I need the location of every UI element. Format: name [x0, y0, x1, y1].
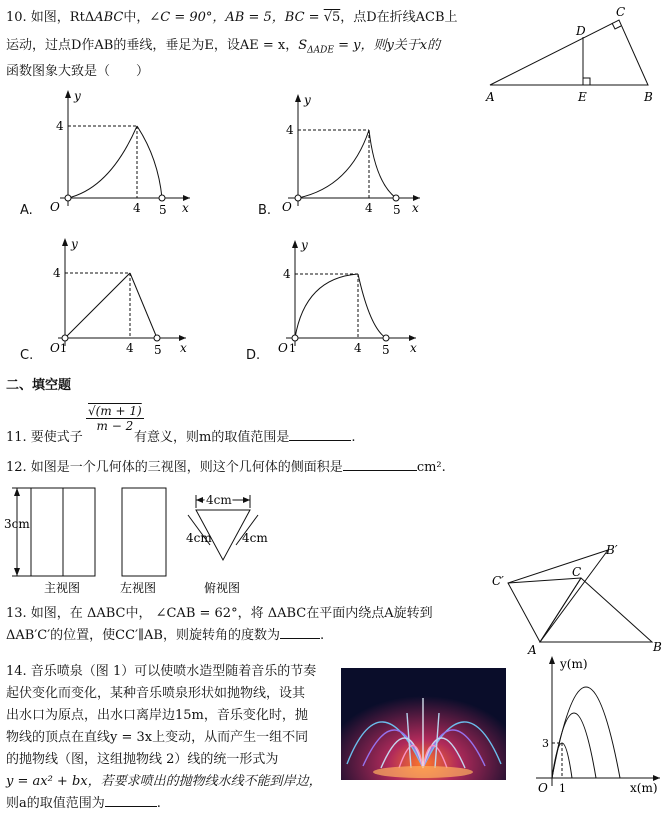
graph-c-origin: O	[50, 341, 60, 355]
q13-line2	[6, 628, 324, 644]
dim-right: 4cm	[242, 531, 268, 545]
q11-denominator: m − 2	[96, 419, 134, 433]
q14-line7-text: 则a的取值范围为	[6, 796, 105, 811]
q14-answer-blank[interactable]	[105, 806, 157, 807]
q11-answer-blank[interactable]	[289, 440, 351, 441]
graph-a-xtick-5: 5	[159, 203, 167, 217]
fig13-label-C: C	[572, 565, 582, 579]
dim-height: 3cm	[4, 517, 30, 531]
q12-text	[6, 460, 446, 476]
graph-b-y-label: y	[304, 93, 311, 107]
q12-three-views	[0, 480, 290, 600]
q11-suffix: 有意义，则m的取值范围是	[134, 430, 290, 445]
q13-period: .	[319, 628, 325, 643]
graph-c-x-label: x	[180, 341, 187, 355]
q13-rotation-figure	[490, 538, 668, 658]
graph-d-xtick-4: 4	[354, 341, 362, 355]
graph-b-xtick-5: 5	[393, 203, 401, 217]
option-d-label: D.	[246, 348, 261, 363]
graph-option-b	[260, 92, 430, 222]
q12-unit: cm².	[416, 460, 446, 475]
graph14-three: 3	[542, 737, 549, 750]
fig-label-D: D	[576, 24, 586, 38]
q14-line2: 起伏变化而变化，某种音乐喷泉形状如抛物线，设其	[6, 686, 306, 701]
option-a-label: A.	[20, 203, 33, 218]
fig13-label-C1: C′	[492, 574, 504, 588]
q10-prefix: 10. 如图，Rt	[6, 10, 85, 25]
graph-b-x-label: x	[412, 201, 419, 215]
q10-line2-tail: = y，则y关于x的	[333, 38, 441, 53]
graph-d-one: 1	[289, 342, 296, 355]
q10-line2-text: 运动，过点D作AB的垂线，垂足为E，设AE = x，	[6, 38, 299, 53]
dim-top: 4cm	[206, 493, 232, 507]
front-view-label: 主视图	[44, 581, 81, 595]
graph-d-origin: O	[278, 341, 288, 355]
top-view-label: 俯视图	[204, 581, 241, 595]
graph14-one: 1	[559, 782, 566, 795]
q10-line1	[6, 10, 458, 26]
graph-c-xtick-4: 4	[126, 341, 134, 355]
fountain-photo	[341, 668, 506, 780]
q14-line7	[6, 796, 161, 812]
side-view-label: 左视图	[120, 581, 157, 595]
graph-option-c	[40, 236, 200, 361]
area-sub: ΔADE	[307, 45, 334, 56]
q10-sqrt: √5	[323, 10, 341, 25]
q14-line1: 14. 音乐喷泉（图 1）可以使喷水造型随着音乐的节奏	[6, 664, 317, 679]
graph-c-ytick: 4	[53, 266, 61, 280]
graph-d-ytick: 4	[283, 267, 291, 281]
graph-option-a	[10, 88, 200, 223]
graph14-x-label: x(m)	[630, 781, 658, 795]
q10-line2	[6, 38, 440, 59]
graph14-origin: O	[538, 781, 548, 795]
graph-c-one: 1	[60, 342, 67, 355]
q11-text	[134, 430, 355, 446]
graph-a-ytick: 4	[56, 119, 64, 133]
fig13-label-A: A	[528, 643, 537, 657]
graph-a-y-label: y	[74, 89, 81, 103]
option-c-label: C.	[20, 348, 34, 363]
graph-a-origin: O	[50, 200, 60, 214]
q11-prefix: 11. 要使式子	[6, 430, 83, 445]
fig-label-C: C	[616, 5, 626, 19]
q12-answer-blank[interactable]	[343, 470, 417, 471]
fig-label-A: A	[486, 90, 495, 104]
q14-line6: y = ax² + bx，若要求喷出的抛物线水线不能到岸边，	[6, 774, 322, 789]
q12-prefix: 12. 如图是一个几何体的三视图，则这个几何体的侧面积是	[6, 460, 343, 475]
graph14-y-label: y(m)	[560, 657, 588, 671]
q13-answer-blank[interactable]	[280, 638, 320, 639]
q14-parabola-graph	[522, 656, 666, 796]
q10-zhong: 中，	[123, 10, 150, 25]
q10-condition: ∠C = 90°，AB = 5，BC =	[149, 10, 324, 25]
q13-line2-text: ΔAB′C′的位置，使CC′∥AB，则旋转角的度数为	[6, 628, 280, 643]
triangle-name: ABC	[94, 10, 124, 25]
q10-line3: 函数图象大致是（ ）	[6, 64, 150, 79]
q14-period: .	[156, 796, 161, 811]
graph-b-origin: O	[282, 200, 292, 214]
q14-line5: 的抛物线（图，这组抛物线 2）线的统一形式为	[6, 752, 279, 767]
graph-c-xtick-5: 5	[154, 343, 162, 357]
q10-triangle-figure	[480, 4, 660, 104]
fig-label-E: E	[578, 90, 587, 104]
fig13-label-B1: B′	[606, 543, 618, 557]
graph-d-xtick-5: 5	[382, 343, 390, 357]
q14-line3: 出水口为原点，出水口离岸边15m，音乐变化时，抛	[6, 708, 308, 723]
q13-line1: 13. 如图，在 ΔABC中， ∠CAB = 62°，将 ΔABC在平面内绕点A旋转到	[6, 606, 433, 621]
q11-numerator: √(m + 1)	[88, 404, 142, 418]
graph-option-d	[270, 240, 430, 362]
graph-c-y-label: y	[71, 237, 78, 251]
section-title: 二、填空题	[6, 378, 72, 393]
graph-d-x-label: x	[410, 341, 417, 355]
graph-a-xtick-4: 4	[133, 201, 141, 215]
area-s: S	[298, 38, 308, 53]
graph-a-x-label: x	[182, 201, 189, 215]
dim-left: 4cm	[186, 531, 212, 545]
fig13-label-B: B	[653, 640, 662, 654]
q11-period: .	[351, 430, 356, 445]
q11-fraction	[86, 404, 144, 433]
q10-line1-end: ，点D在折线ACB上	[340, 10, 458, 25]
graph-b-xtick-4: 4	[365, 201, 373, 215]
q14-line4: 物线的顶点在直线y = 3x上变动，从而产生一组不同	[6, 730, 309, 745]
delta-symbol: Δ	[84, 10, 95, 25]
option-b-label: B.	[258, 203, 272, 218]
graph-b-ytick: 4	[286, 123, 294, 137]
fig-label-B: B	[644, 90, 653, 104]
graph-d-y-label: y	[301, 238, 308, 252]
